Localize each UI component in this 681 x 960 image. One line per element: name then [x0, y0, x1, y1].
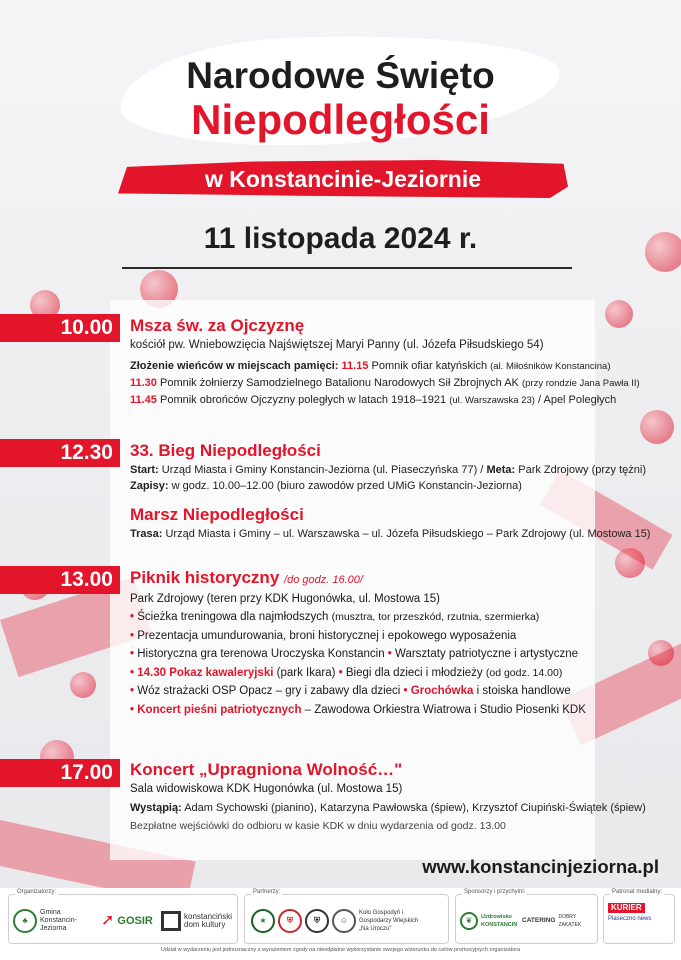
bullet-text: Prezentacja umundurowania, broni historycznej i epokowego wyposażenia [137, 629, 517, 642]
date-divider [122, 267, 572, 269]
event-title-march: Marsz Niepodległości [130, 505, 304, 524]
group-label: Sponsorzy i przychylni: [464, 889, 526, 895]
event-place: kościół pw. Wniebowzięcia Najświętszej Maryi Panny (ul. Józefa Piłsudskiego 54) [130, 339, 544, 351]
bullet-sub: (park Ikara) [276, 666, 336, 679]
logo-text: Gmina Konstancin-Jeziorna [40, 909, 77, 932]
badge-icon: ★ [251, 909, 275, 933]
website-link[interactable]: www.konstancinjeziorna.pl [422, 856, 659, 877]
trasa-text: Urząd Miasta i Gminy – ul. Warszawska – ul. Józefa Piłsudskiego – Park Zdrojowy (ul. Mostowa 15) [165, 528, 651, 540]
bullet-text: 14.30 Pokaz kawaleryjski [137, 666, 274, 679]
sponsor-footer [0, 888, 681, 960]
list-item: • Wóz strażacki OSP Opacz – gry i zabawy dla dzieci • Grochówka i stoiska handlowe [130, 685, 571, 697]
logo-text: KURIER [608, 903, 645, 913]
group-label: Partnerzy: [253, 889, 281, 895]
event-title: Koncert „Upragniona Wolność…" [130, 760, 403, 779]
title-line1: Narodowe Święto [186, 55, 495, 96]
square-icon [161, 911, 181, 931]
wreath-line [130, 358, 650, 375]
bullet-sub: (od godz. 14.00) [485, 666, 563, 679]
wreath-time: 11.15 [341, 360, 369, 372]
start-text: Urząd Miasta i Gminy Konstancin-Jeziorna (ul. Piaseczyńska 77) / [161, 464, 484, 476]
bullet-sub: i stoiska handlowe [476, 685, 571, 697]
logo-text: Koło Gospodyń i Gospodarzy Wiejskich „Na Uroczu" [359, 910, 419, 932]
tree-icon: ♣ [13, 909, 37, 933]
zapisy-line [130, 478, 650, 494]
meta-label: Meta: [486, 464, 516, 476]
event-date: 11 listopada 2024 r. [203, 222, 478, 255]
partner-logos [251, 907, 429, 935]
tickets-info: Bezpłatne wejściówki do odbioru w kasie KDK w dniu wydarzenia od godz. 13.00 [130, 820, 506, 832]
trasa-line [130, 526, 650, 542]
wreaths-label: Złożenie wieńców w miejscach pamięci: [130, 360, 339, 372]
event-place: Park Zdrojowy (teren przy KDK Hugonówka, ul. Mostowa 15) [130, 593, 440, 605]
performers-text: Adam Sychowski (pianino), Katarzyna Pawłowska (śpiew), Krzysztof Ciupiński-Świątek (śpiew) [184, 802, 646, 814]
zapisy-label: Zapisy: [130, 480, 169, 492]
gmina-logo [13, 907, 90, 935]
partners-group [244, 889, 449, 944]
bullet-text: Wóz strażacki OSP Opacz – gry i zabawy dla dzieci [137, 685, 401, 697]
wreath-time: 11.30 [130, 377, 157, 389]
decor-dot [640, 410, 674, 444]
wreath-line [130, 375, 650, 392]
zapisy-text: w godz. 10.00–12.00 (biuro zawodów przed UMiG Konstancin-Jeziorna) [171, 480, 522, 492]
list-item: • Prezentacja umundurowania, broni historycznej i epokowego wyposażenia [130, 629, 517, 642]
decor-dot [70, 672, 96, 698]
wreath-line [130, 392, 650, 409]
bullet-text: Warsztaty patriotyczne i artystyczne [395, 648, 579, 660]
wreath-where: (ul. Warszawska 23) [449, 395, 535, 406]
event-picnic [130, 567, 650, 719]
wreath-name: Pomnik żołnierzy Samodzielnego Batalionu Narodowych Sił Zbrojnych AK [159, 377, 519, 389]
trasa-label: Trasa: [130, 528, 163, 540]
bullet-text: Grochówka [410, 685, 474, 697]
portrait-icon: ☺ [332, 909, 356, 933]
wreath-name: Pomnik obrońców Ojczyzny poległych w latach 1918–1921 [159, 394, 447, 406]
picnic-until: /do godz. 16.00/ [284, 574, 363, 586]
sponsors-group [455, 889, 598, 944]
group-label: Organizatorzy: [17, 889, 57, 895]
list-item: • 14.30 Pokaz kawaleryjski (park Ikara) • Biegi dla dzieci i młodzieży (od godz. 14.00) [130, 666, 563, 679]
sponsor-logos [460, 907, 580, 935]
image-consent-note: Udział w wydarzeniu jest jednoznaczny z wyrażeniem zgody na nieodpłatne wykorzystanie swojego wizerunku do celów promocyjnych organizatora [160, 947, 521, 953]
event-mass [130, 315, 650, 409]
wreath-where: (al. Miłośników Konstancina) [490, 361, 611, 372]
shield-icon: ⛨ [305, 909, 329, 933]
logo-text: CATERING [522, 917, 556, 924]
event-place: Sala widowiskowa KDK Hugonówka (ul. Mostowa 15) [130, 783, 403, 795]
list-item: • Ścieżka treningowa dla najmłodszych (musztra, tor przeszkód, rzutnia, szermierka) [130, 611, 540, 623]
meta-text: Park Zdrojowy (przy tężni) [518, 464, 646, 476]
bullet-text: Biegi dla dzieci i młodzieży [345, 666, 483, 679]
media-logos [608, 903, 651, 931]
time-label: 12.30 [0, 439, 120, 467]
gosir-logo: ➚ GOSIR [101, 912, 153, 929]
time-label: 13.00 [0, 566, 120, 594]
list-item: • Historyczna gra terenowa Uroczyska Konstancin • Warsztaty patriotyczne i artystyczne [130, 648, 579, 660]
logo-text: Uzdrowisko KONSTANCIN [481, 914, 518, 928]
title-line2: Niepodległości [191, 96, 490, 143]
event-run [130, 440, 650, 542]
bullet-text: Ścieżka treningowa dla najmłodszych [137, 611, 329, 623]
start-line [130, 462, 650, 478]
organizers-group [8, 889, 238, 944]
wreath-where: (przy rondzie Jana Pawła II) [521, 378, 640, 389]
wreath-extra: / Apel Poległych [537, 394, 617, 406]
performers-label: Wystąpią: [130, 802, 182, 814]
event-title: 33. Bieg Niepodległości [130, 441, 321, 460]
kdk-logo [161, 907, 236, 935]
media-group [603, 889, 675, 944]
event-concert [130, 759, 650, 834]
list-item: • Koncert pieśni patriotycznych – Zawodowa Orkiestra Wiatrowa i Studio Piosenki KDK [130, 703, 586, 716]
logo-text: DOBRY ZAKĄTEK [558, 914, 582, 928]
event-title [130, 567, 650, 591]
time-label: 10.00 [0, 314, 120, 342]
bullet-sub: – Zawodowa Orkiestra Wiatrowa i Studio Piosenki KDK [304, 703, 586, 716]
wreath-time: 11.45 [130, 394, 157, 406]
bullet-sub: (musztra, tor przeszkód, rzutnia, szermierka) [331, 611, 540, 623]
group-label: Patronat medialny: [612, 889, 663, 895]
time-label: 17.00 [0, 759, 120, 787]
bullet-text: Koncert pieśni patriotycznych [137, 703, 302, 716]
bullet-text: Historyczna gra terenowa Uroczyska Konstancin [137, 648, 385, 660]
logo-text: GOSIR [117, 915, 153, 927]
start-label: Start: [130, 464, 159, 476]
event-title: Msza św. za Ojczyznę [130, 316, 305, 335]
leaf-icon: ❦ [460, 912, 478, 930]
logo-text: konstanciński dom kultury [184, 912, 233, 929]
wreath-name: Pomnik ofiar katyńskich [371, 360, 488, 372]
picnic-title: Piknik historyczny [130, 568, 280, 587]
subtitle: w Konstancinie-Jeziornie [204, 166, 482, 192]
performers-line [130, 800, 650, 816]
logo-text: Piaseczno news [608, 916, 652, 922]
shield-icon: ⛨ [278, 909, 302, 933]
